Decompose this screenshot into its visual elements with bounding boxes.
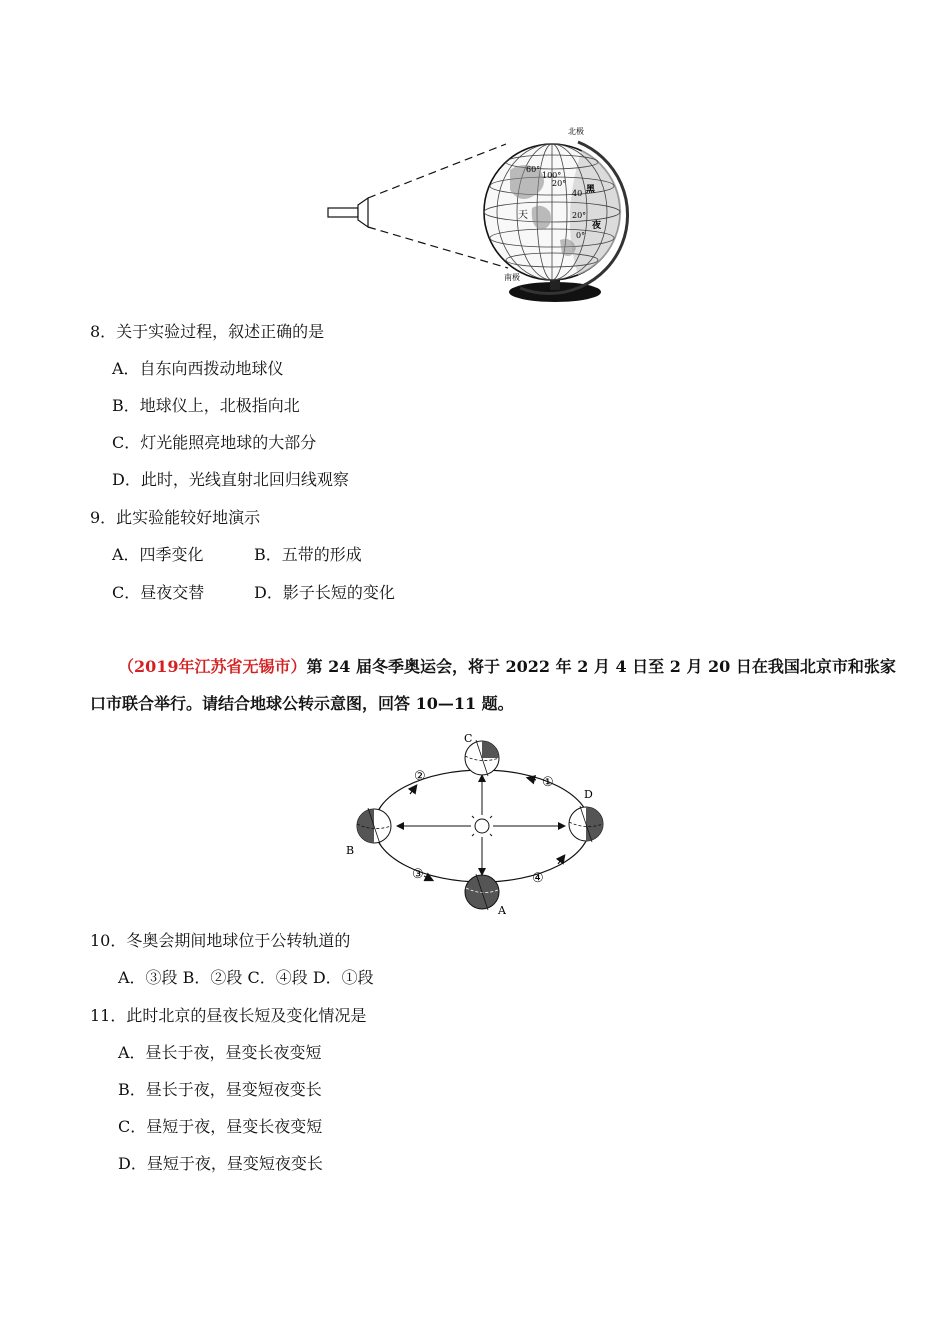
intro-line-1 xyxy=(118,656,896,678)
q8-option-b[interactable]: B．地球仪上，北极指向北 xyxy=(112,396,300,415)
q8-option-c[interactable]: C．灯光能照亮地球的大部分 xyxy=(112,433,317,452)
q9-option-c[interactable]: C．昼夜交替 xyxy=(112,583,205,602)
earth-position-d xyxy=(569,806,603,842)
orbit-figure xyxy=(340,728,620,920)
q8-option-d[interactable]: D．此时，光线直射北回归线观察 xyxy=(112,470,349,489)
sun-icon xyxy=(468,812,496,840)
intro-text-1: 第 24 届冬季奥运会，将于 2022 年 2 月 4 日至 2 月 20 日在我国北京市和张家 xyxy=(306,657,896,676)
label-lat-60: 60° xyxy=(526,165,541,174)
q9-option-d[interactable]: D．影子长短的变化 xyxy=(254,583,395,602)
q11-option-d[interactable]: D．昼短于夜，昼变短夜变长 xyxy=(118,1154,323,1173)
label-position-b: B xyxy=(346,844,355,857)
label-segment-3: ③ xyxy=(412,867,424,882)
label-lat-40: 40 xyxy=(572,189,583,198)
flashlight xyxy=(328,208,358,217)
label-lat-20b: 20° xyxy=(572,211,587,220)
label-segment-4: ④ xyxy=(532,871,544,886)
q9-option-a[interactable]: A．四季变化 xyxy=(112,545,204,564)
label-segment-1: ① xyxy=(542,775,554,790)
label-position-c: C xyxy=(464,732,473,745)
label-lat-20a: 20° xyxy=(552,179,567,188)
label-position-a: A xyxy=(498,904,506,917)
q11-option-b[interactable]: B．昼长于夜，昼变短夜变长 xyxy=(118,1080,322,1099)
intro-line-2: 口市联合举行。请结合地球公转示意图，回答 10—11 题。 xyxy=(90,694,514,713)
q11-stem: 11．此时北京的昼夜长短及变化情况是 xyxy=(90,1006,367,1025)
label-segment-2: ② xyxy=(414,769,426,784)
q9-stem: 9．此实验能较好地演示 xyxy=(90,508,261,527)
q8-stem: 8．关于实验过程，叙述正确的是 xyxy=(90,322,325,341)
label-position-d: D xyxy=(584,788,593,801)
q10-options[interactable]: A．③段 B．②段 C．④段 D．①段 xyxy=(118,968,374,987)
q8-option-a[interactable]: A．自东向西拨动地球仪 xyxy=(112,359,284,378)
q9-option-b[interactable]: B．五带的形成 xyxy=(254,545,362,564)
label-night: 夜 xyxy=(592,221,602,231)
label-dark: 黑 xyxy=(586,185,596,195)
earth-position-c xyxy=(465,740,499,776)
q10-stem: 10．冬奥会期间地球位于公转轨道的 xyxy=(90,931,351,950)
label-lat-0: 0° xyxy=(576,231,586,240)
earth-position-a xyxy=(465,874,499,910)
label-south-pole: 南极 xyxy=(504,273,520,282)
label-sky: 天 xyxy=(518,210,528,221)
label-lon-100: 100° xyxy=(542,171,562,180)
earth-position-b xyxy=(357,808,391,844)
q11-option-c[interactable]: C．昼短于夜，昼变长夜变短 xyxy=(118,1117,323,1136)
q11-option-a[interactable]: A．昼长于夜，昼变长夜变短 xyxy=(118,1043,322,1062)
label-north-pole: 北极 xyxy=(568,127,584,136)
intro-source: （2019年江苏省无锡市） xyxy=(118,657,307,676)
globe-experiment-figure xyxy=(320,120,640,310)
